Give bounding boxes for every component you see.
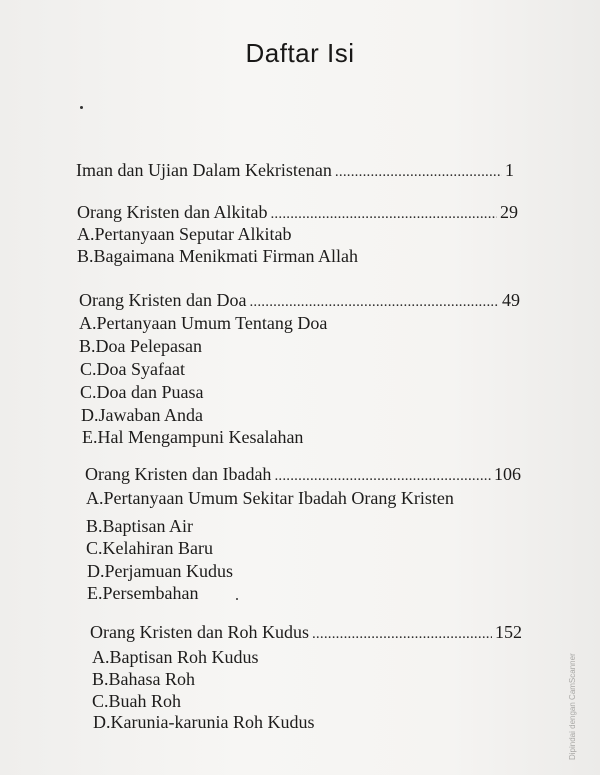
stray-dot	[80, 106, 83, 109]
page-number: 152	[495, 622, 522, 642]
toc-subentry[interactable]: C.Buah Roh	[92, 691, 182, 711]
chapter-title: Orang Kristen dan Doa	[79, 290, 247, 310]
chapter-title: Orang Kristen dan Roh Kudus	[90, 622, 309, 642]
toc-subentry[interactable]: D.Karunia-karunia Roh Kudus	[93, 712, 315, 732]
toc-subentry[interactable]: B.Doa Pelepasan	[79, 336, 202, 356]
toc-subentry[interactable]: D.Jawaban Anda	[81, 405, 203, 425]
toc-subentry[interactable]: E.Persembahan	[87, 583, 199, 603]
toc-chapter-2[interactable]	[77, 200, 518, 224]
toc-chapter-3[interactable]	[79, 288, 520, 312]
chapter-title: Orang Kristen dan Ibadah	[85, 464, 272, 484]
toc-subentry[interactable]: C.Doa Syafaat	[80, 359, 185, 379]
toc-chapter-5[interactable]	[90, 620, 522, 644]
page-number: 49	[502, 290, 520, 310]
toc-subentry[interactable]: A.Pertanyaan Umum Sekitar Ibadah Orang Kristen	[86, 488, 454, 508]
scanner-watermark	[568, 600, 588, 770]
page-number: 29	[500, 202, 518, 222]
toc-chapter-4[interactable]	[85, 462, 521, 486]
toc-subentry[interactable]: C.Kelahiran Baru	[86, 538, 213, 558]
toc-subentry[interactable]: A.Pertanyaan Seputar Alkitab	[77, 224, 292, 244]
toc-chapter-1[interactable]	[76, 158, 514, 182]
toc-subentry[interactable]: B.Bahasa Roh	[92, 669, 195, 689]
toc-subentry[interactable]: B.Bagaimana Menikmati Firman Allah	[77, 246, 358, 266]
toc-subentry[interactable]: D.Perjamuan Kudus	[87, 561, 233, 581]
stray-dot	[236, 598, 238, 600]
toc-subentry[interactable]: E.Hal Mengampuni Kesalahan	[82, 427, 304, 447]
dot-leader	[274, 464, 491, 488]
toc-subentry[interactable]: A.Baptisan Roh Kudus	[92, 647, 259, 667]
watermark-text: Dipindai dengan CamScanner	[568, 653, 577, 760]
chapter-title: Orang Kristen dan Alkitab	[77, 202, 268, 222]
page-number: 106	[494, 464, 521, 484]
chapter-title: Iman dan Ujian Dalam Kekristenan	[76, 160, 332, 180]
toc-subentry[interactable]: A.Pertanyaan Umum Tentang Doa	[79, 313, 328, 333]
dot-leader	[335, 160, 502, 184]
page-title: Daftar Isi	[245, 38, 355, 68]
dot-leader	[270, 202, 497, 226]
page-number: 1	[505, 160, 514, 180]
toc-subentry[interactable]: C.Doa dan Puasa	[80, 382, 204, 402]
toc-subentry[interactable]: B.Baptisan Air	[86, 516, 193, 536]
dot-leader	[312, 622, 492, 646]
